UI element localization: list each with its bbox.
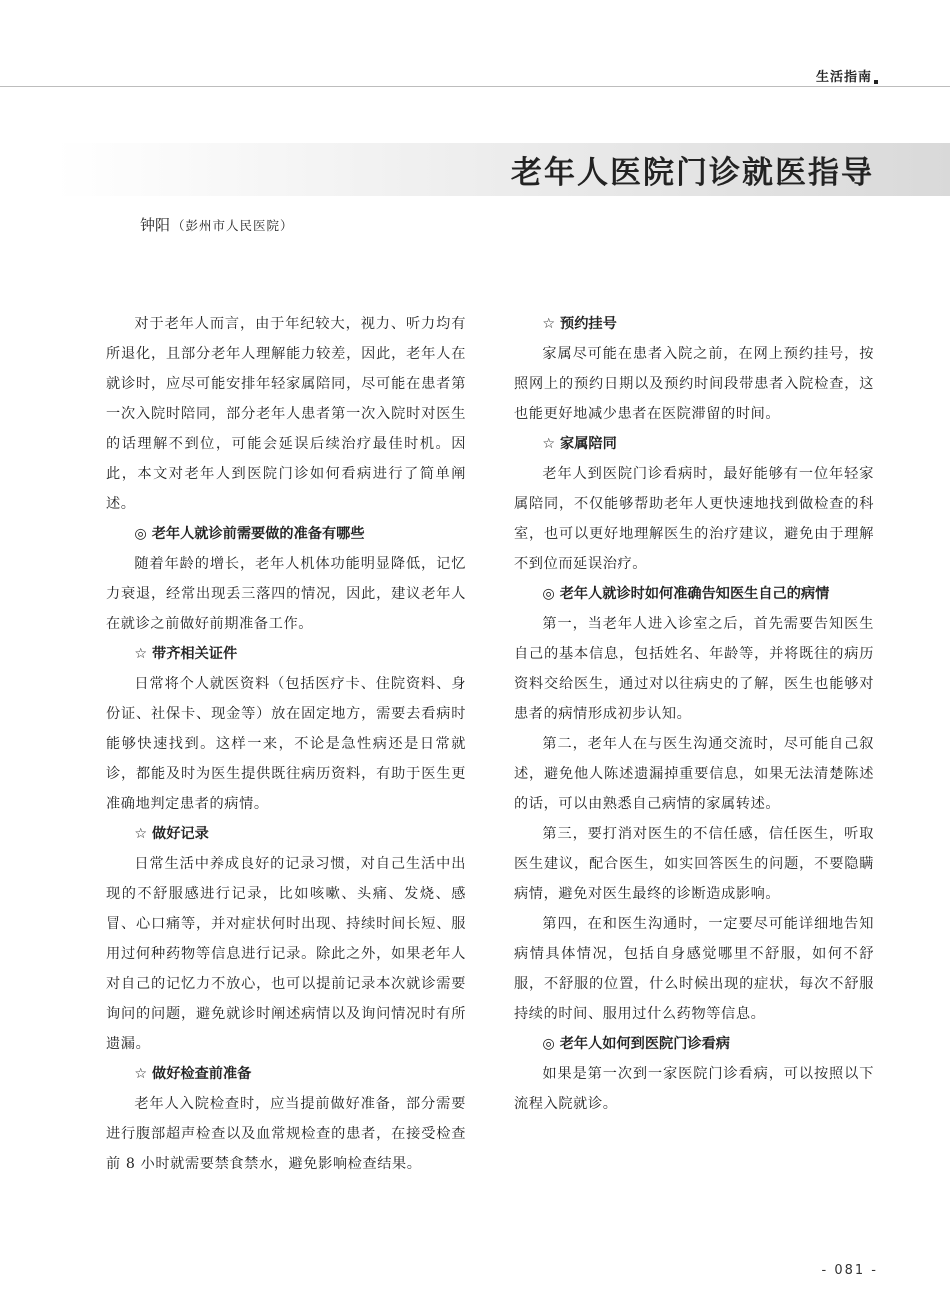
body-paragraph: 日常生活中养成良好的记录习惯，对自己生活中出现的不舒服感进行记录，比如咳嗽、头痛、发烧、感冒、心口痛等，并对症状何时出现、持续时间长短、服用过何种药物等信息进行记录。除此之外，如果老年人对自己的记忆力不放心，也可以提前记录本次就诊需要询问的问题，避免就诊时阐述病情以及询问情况时有所遗漏。	[106, 856, 466, 1052]
body-paragraph: 如果是第一次到一家医院门诊看病，可以按照以下流程入院就诊。	[514, 1066, 874, 1112]
header-rule	[0, 86, 950, 87]
section-heading: ◎ 老年人就诊前需要做的准备有哪些	[134, 526, 365, 542]
body-paragraph: 第三，要打消对医生的不信任感，信任医生，听取医生建议，配合医生，如实回答医生的问题，不要隐瞒病情，避免对医生最终的诊断造成影响。	[514, 826, 874, 902]
subsection-heading: ☆ 预约挂号	[542, 316, 617, 332]
right-column	[514, 309, 874, 1119]
body-paragraph: 老年人入院检查时，应当提前做好准备，部分需要进行腹部超声检查以及血常规检查的患者，在接受检查前 8 小时就需要禁食禁水，避免影响检查结果。	[106, 1096, 466, 1172]
intro-paragraph: 对于老年人而言，由于年纪较大，视力、听力均有所退化，且部分老年人理解能力较差，因此，老年人在就诊时，应尽可能安排年轻家属陪同，尽可能在患者第一次入院时陪同，部分老年人患者第一次入院时对医生的话理解不到位，可能会延误后续治疗最佳时机。因此，本文对老年人到医院门诊如何看病进行了简单阐述。	[106, 316, 466, 512]
body-paragraph: 第二，老年人在与医生沟通交流时，尽可能自己叙述，避免他人陈述遗漏掉重要信息，如果无法清楚陈述的话，可以由熟悉自己病情的家属转述。	[514, 736, 874, 812]
page-number: - 081 -	[821, 1263, 878, 1278]
body-paragraph: 家属尽可能在患者入院之前，在网上预约挂号，按照网上的预约日期以及预约时间段带患者入院检查，这也能更好地减少患者在医院滞留的时间。	[514, 346, 874, 422]
body-paragraph: 第一，当老年人进入诊室之后，首先需要告知医生自己的基本信息，包括姓名、年龄等，并将既往的病历资料交给医生，通过对以往病史的了解，医生也能够对患者的病情形成初步认知。	[514, 616, 874, 722]
author-affiliation: （彭州市人民医院）	[172, 218, 294, 233]
section-heading: ◎ 老年人就诊时如何准确告知医生自己的病情	[542, 586, 830, 602]
section-marker	[874, 80, 878, 84]
left-column	[106, 309, 466, 1179]
body-paragraph: 日常将个人就医资料（包括医疗卡、住院资料、身份证、社保卡、现金等）放在固定地方，需要去看病时能够快速找到。这样一来，不论是急性病还是日常就诊，都能及时为医生提供既往病历资料，有助于医生更准确地判定患者的病情。	[106, 676, 466, 812]
subsection-heading: ☆ 做好记录	[134, 826, 209, 842]
section-heading: ◎ 老年人如何到医院门诊看病	[542, 1036, 730, 1052]
subsection-heading: ☆ 做好检查前准备	[134, 1066, 252, 1082]
subsection-heading: ☆ 家属陪同	[542, 436, 617, 452]
body-paragraph: 老年人到医院门诊看病时，最好能够有一位年轻家属陪同，不仅能够帮助老年人更快速地找到做检查的科室，也可以更好地理解医生的治疗建议，避免由于理解不到位而延误治疗。	[514, 466, 874, 572]
body-paragraph: 随着年龄的增长，老年人机体功能明显降低，记忆力衰退，经常出现丢三落四的情况，因此，建议老年人在就诊之前做好前期准备工作。	[106, 556, 466, 632]
article-title: 老年人医院门诊就医指导	[511, 155, 874, 191]
subsection-heading: ☆ 带齐相关证件	[134, 646, 238, 662]
author-name: 钟阳	[140, 216, 171, 234]
body-paragraph: 第四，在和医生沟通时，一定要尽可能详细地告知病情具体情况，包括自身感觉哪里不舒服，如何不舒服，不舒服的位置，什么时候出现的症状，每次不舒服持续的时间、服用过什么药物等信息。	[514, 916, 874, 1022]
section-label: 生活指南	[815, 70, 872, 85]
byline	[140, 214, 294, 235]
